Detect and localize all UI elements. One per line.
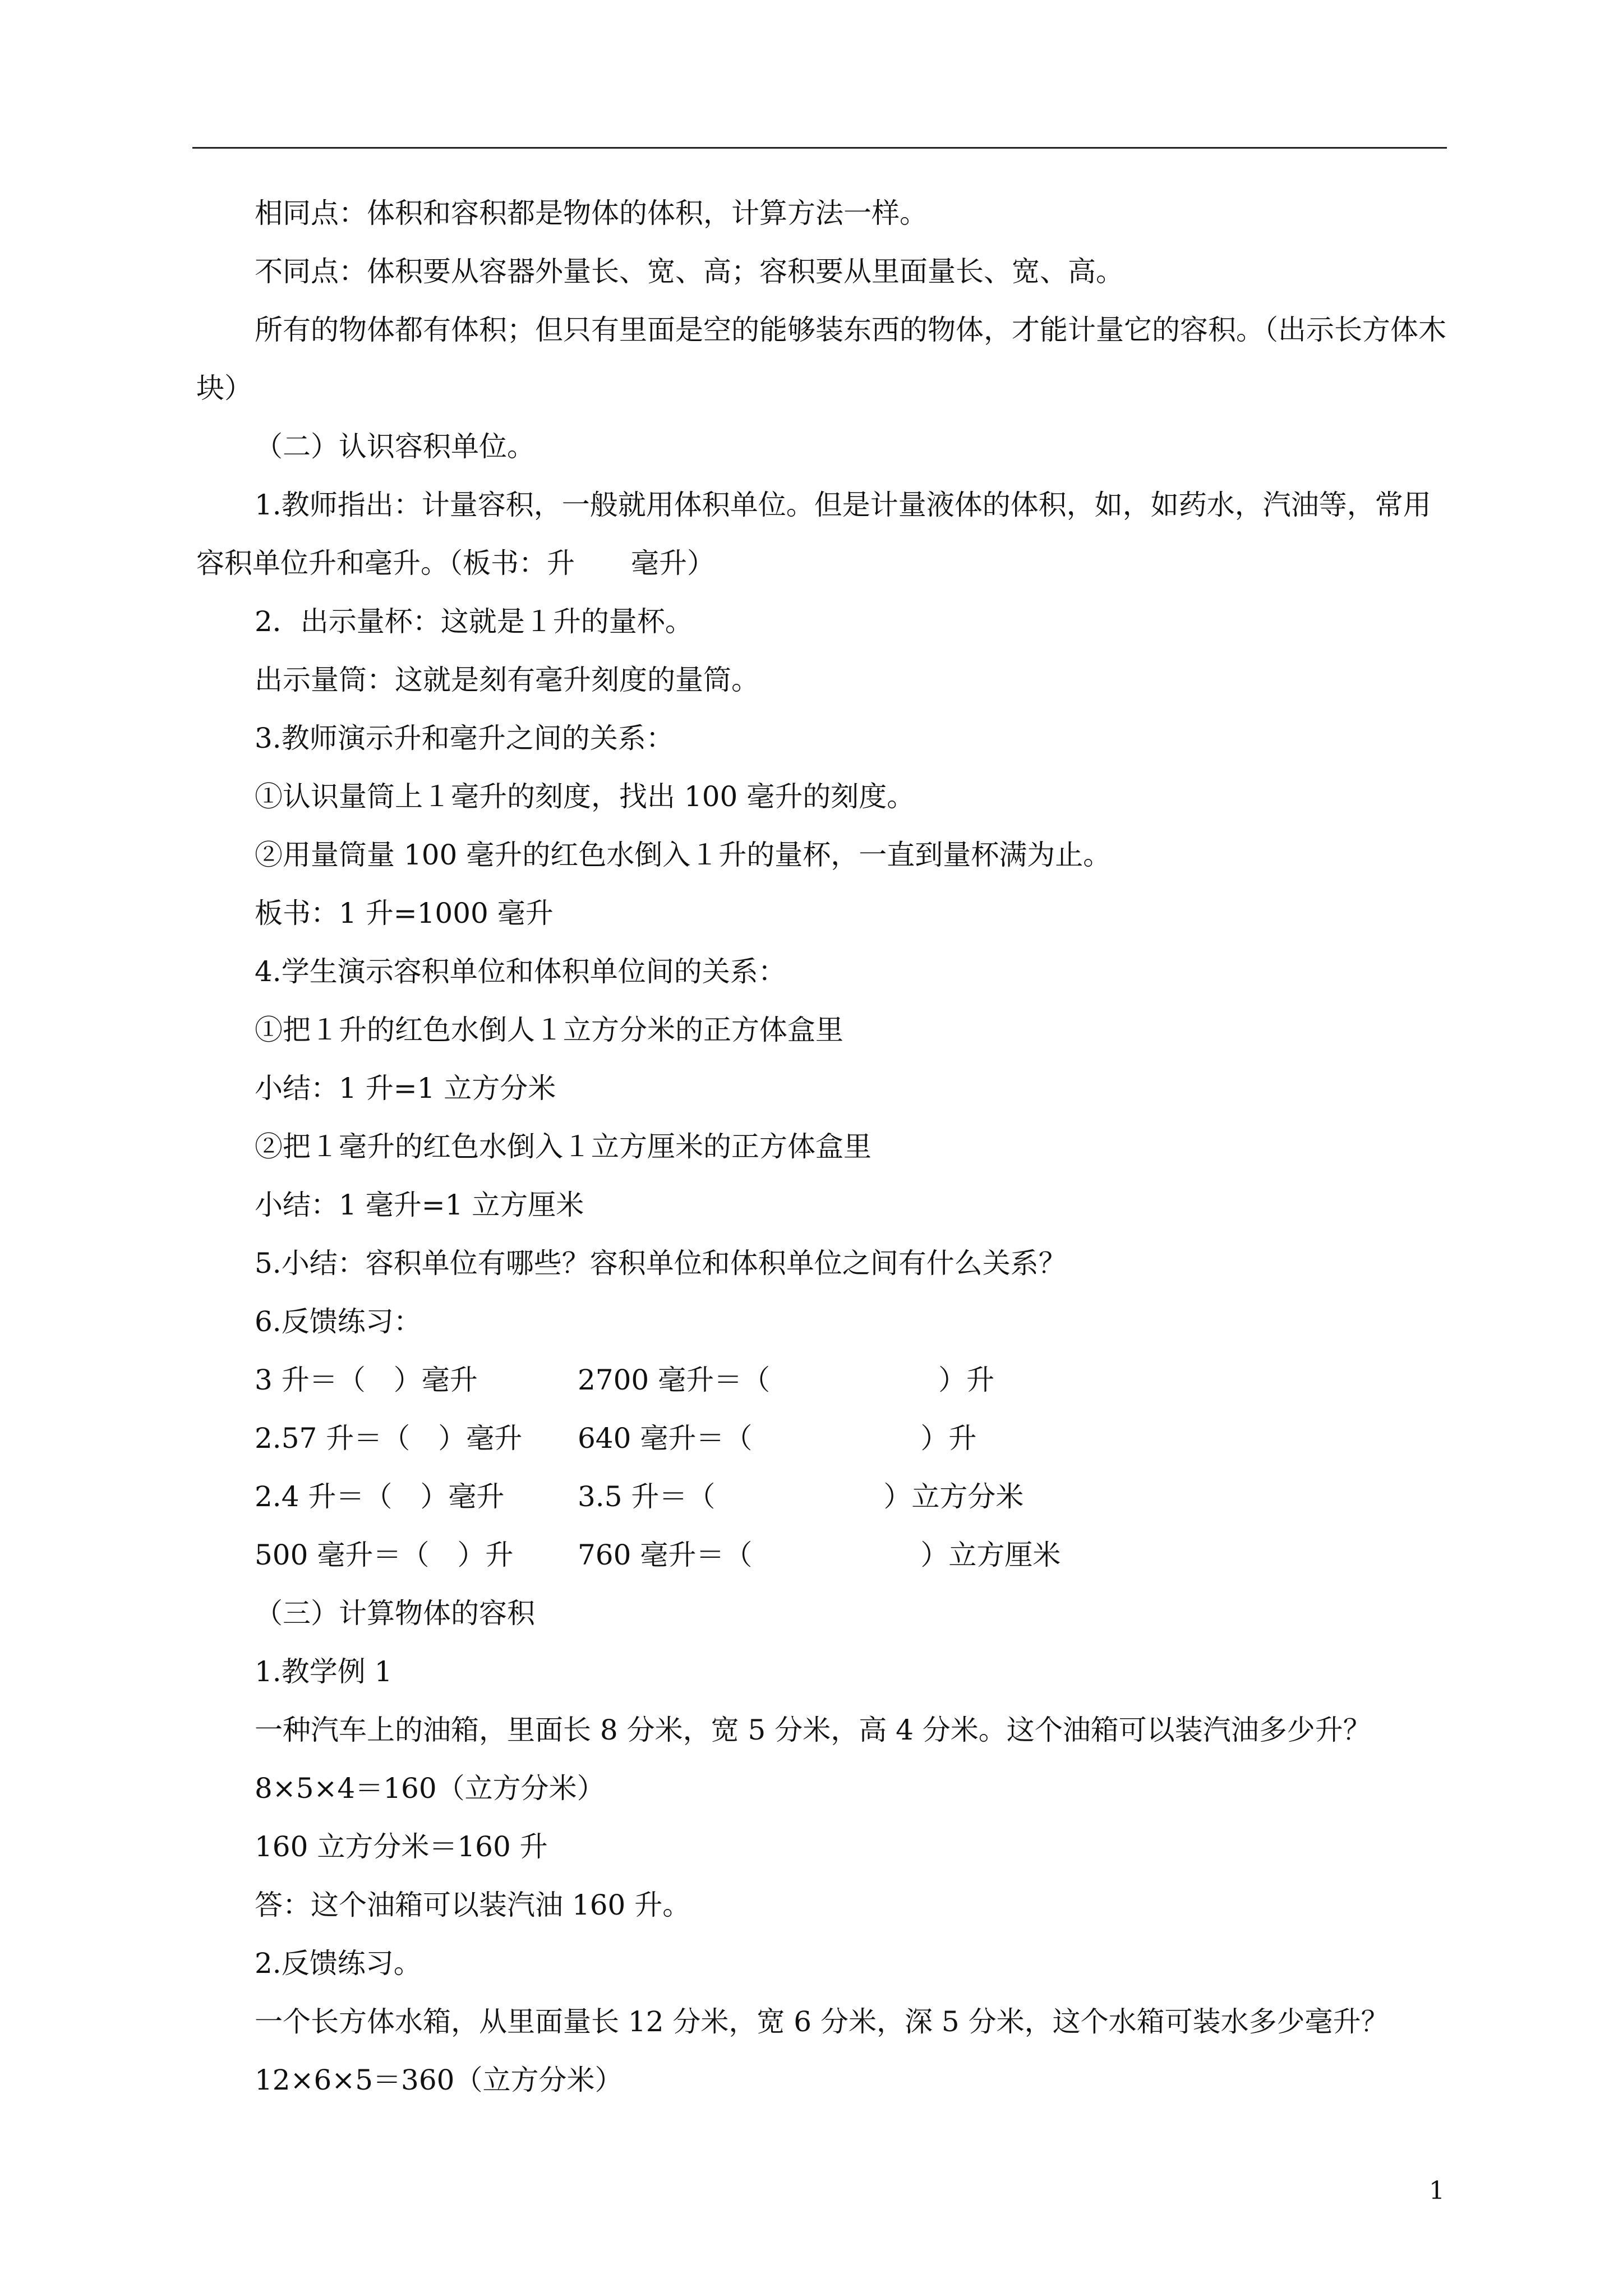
page-number: 1	[1429, 2177, 1445, 2205]
paragraph-tank-calculation: 12×6×5＝360（立方分米）	[255, 2064, 623, 2096]
exercise-row	[196, 1409, 1447, 1467]
paragraph-all-objects: 所有的物体都有体积；但只有里面是空的能够装东西的物体，才能计量它的容积。（出示长方体木块）	[196, 314, 1446, 404]
exercise-row	[196, 1467, 1447, 1526]
exercise-right: 2700 毫升＝（ ）升	[578, 1364, 995, 1396]
exercise-row	[196, 1351, 1447, 1409]
exercise-row	[196, 1526, 1447, 1584]
exercise-left: 3 升＝（ ）毫升	[255, 1364, 478, 1396]
paragraph-board-note: 板书：1 升=1000 毫升	[255, 897, 554, 930]
paragraph-feedback-title: 6.反馈练习：	[255, 1305, 422, 1338]
paragraph-summary-2: 小结：1 毫升=1 立方厘米	[255, 1189, 584, 1221]
exercise-right: 640 毫升＝（ ）升	[578, 1422, 977, 1455]
paragraph-step-1: ①认识量筒上１毫升的刻度，找出 100 毫升的刻度。	[255, 780, 915, 813]
paragraph-summary-question: 5.小结：容积单位有哪些？容积单位和体积单位之间有什么关系？	[255, 1247, 1067, 1280]
paragraph-demo-1: ①把１升的红色水倒人１立方分米的正方体盒里	[255, 1014, 843, 1046]
paragraph-calculation: 8×5×4＝160（立方分米）	[255, 1772, 605, 1805]
paragraph-summary-1: 小结：1 升=1 立方分米	[255, 1072, 556, 1105]
paragraph-teacher-point: 1.教师指出：计量容积，一般就用体积单位。但是计量液体的体积，如，如药水，汽油等，常用容积单位升和毫升。（板书：升 毫升）	[196, 489, 1431, 579]
paragraph-measuring-cup: 2．出示量杯：这就是１升的量杯。	[255, 605, 693, 638]
paragraph-measuring-cylinder: 出示量筒：这就是刻有毫升刻度的量筒。	[255, 664, 759, 696]
exercise-right: 3.5 升＝（ ）立方分米	[578, 1480, 1024, 1513]
paragraph-demo-2: ②把１毫升的红色水倒入１立方厘米的正方体盒里	[255, 1130, 872, 1163]
paragraph-step-2: ②用量筒量 100 毫升的红色水倒入１升的量杯，一直到量杯满为止。	[255, 839, 1112, 871]
paragraph-example-title: 1.教学例 1	[255, 1655, 393, 1688]
exercise-right: 760 毫升＝（ ）立方厘米	[578, 1539, 1061, 1571]
paragraph-feedback-2: 2.反馈练习。	[255, 1947, 422, 1980]
exercise-left: 500 毫升＝（ ）升	[255, 1539, 514, 1571]
paragraph-difference: 不同点：体积要从容器外量长、宽、高；容积要从里面量长、宽、高。	[255, 255, 1124, 288]
paragraph-student-demo: 4.学生演示容积单位和体积单位间的关系：	[255, 955, 786, 988]
section-heading-2: （二）认识容积单位。	[255, 430, 535, 463]
paragraph-example-problem: 一种汽车上的油箱，里面长 8 分米，宽 5 分米，高 4 分米。这个油箱可以装汽油多少升？	[255, 1714, 1371, 1746]
exercise-left: 2.4 升＝（ ）毫升	[255, 1480, 505, 1513]
exercise-left: 2.57 升＝（ ）毫升	[255, 1422, 523, 1455]
paragraph-answer: 答：这个油箱可以装汽油 160 升。	[255, 1889, 691, 1921]
section-heading-3: （三）计算物体的容积	[255, 1597, 535, 1630]
paragraph-tank-problem: 一个长方体水箱，从里面量长 12 分米，宽 6 分米，深 5 分米，这个水箱可装水多少毫升？	[255, 2005, 1389, 2038]
header-rule	[192, 147, 1447, 149]
paragraph-similarity: 相同点：体积和容积都是物体的体积，计算方法一样。	[255, 197, 928, 229]
document-body	[196, 184, 1447, 2109]
paragraph-conversion: 160 立方分米＝160 升	[255, 1830, 548, 1863]
paragraph-demo-relation: 3.教师演示升和毫升之间的关系：	[255, 722, 674, 754]
